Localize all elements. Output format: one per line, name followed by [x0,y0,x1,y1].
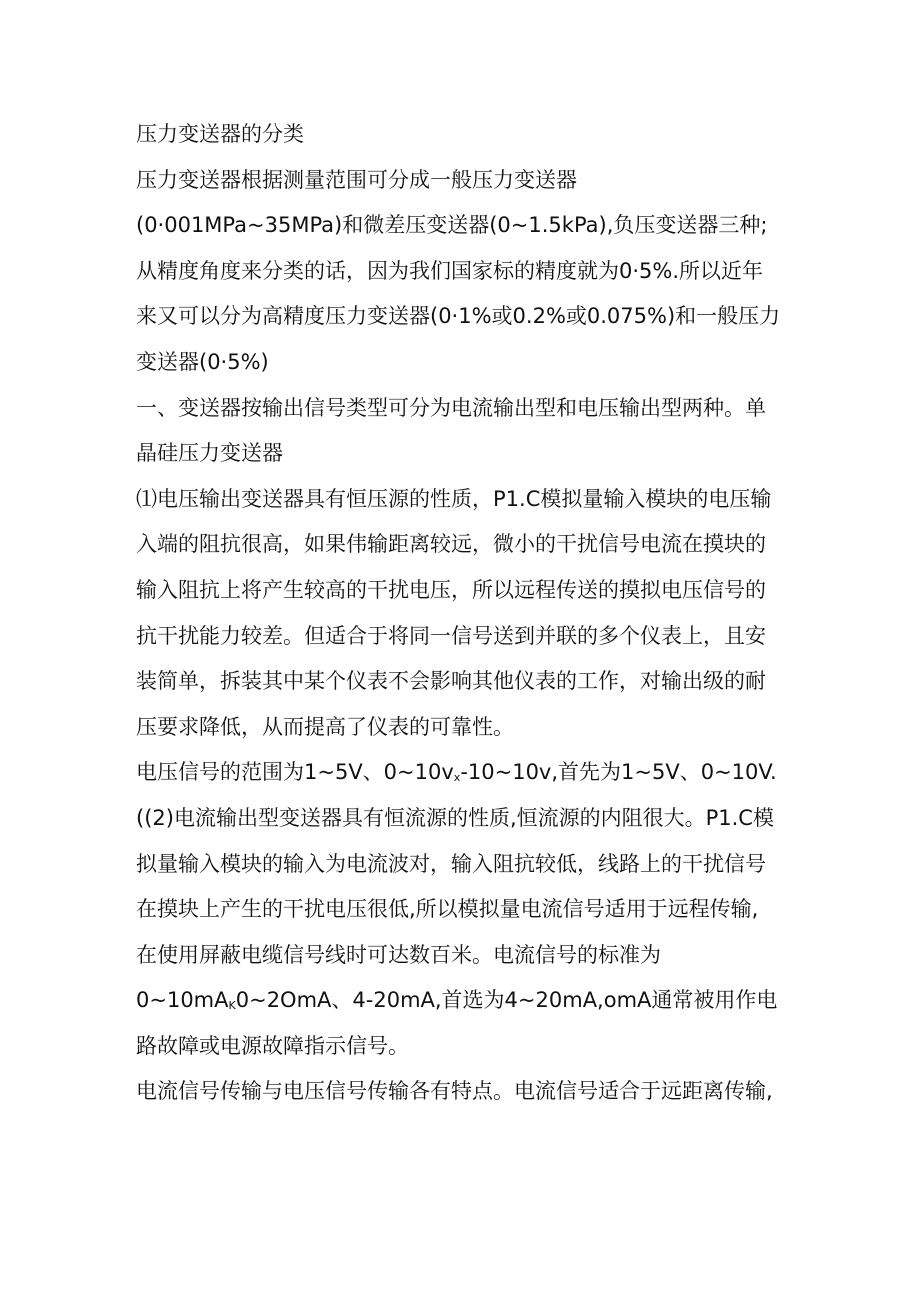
paragraph-line: 电流信号传输与电压信号传输各有特点。电流信号适合于远距离传输, [136,1079,773,1104]
document-title: 压力变送器的分类 [136,122,304,146]
paragraph-line: 来又可以分为高精度压力变送器(0·1%或0.2%或0.075%)和一般压力 [136,304,781,329]
paragraph-line: ((2)电流输出型变送器具有恒流源的性质,恒流源的内阻很大。P1.C模 [136,805,774,830]
voltage-range-text: 电压信号的范围为1~5V、0~10v [136,760,454,785]
voltage-range-subscript: x [453,771,461,785]
paragraph-line: 入端的阻抗很高，如果伟输距离较远，微小的干扰信号电流在摸块的 [136,532,766,557]
paragraph-line: 压力变送器根据测量范围可分成一般压力变送器 [136,167,577,192]
document-body [136,112,796,1115]
paragraph-line: 压要求降低，从而提高了仪表的可靠性。 [136,714,514,739]
paragraph-line: 变送器(0·5%) [136,349,269,374]
paragraph-line: 抗干扰能力较差。但适合于将同一信号送到并联的多个仪表上，且安 [136,623,766,648]
paragraph-line: 拟量输入模块的输入为电流波对，输入阻抗较低，线路上的干扰信号 [136,851,766,876]
paragraph-line: 在摸块上产生的干扰电压很低,所以模拟量电流信号适用于远程传输, [136,897,759,922]
paragraph-line: 输入阻抗上将产生较高的干扰电压，所以远程传送的摸拟电压信号的 [136,577,766,602]
paragraph-line: 晶硅压力变送器 [136,441,283,466]
paragraph-line: (0·001MPa~35MPa)和微差压变送器(0~1.5kPa),负压变送器三种; [136,213,768,238]
paragraph-line: 路故障或电源故障指示信号。 [136,1033,409,1058]
paragraph-line: 一、变送器按输出信号类型可分为电流输出型和电压输出型两种。单 [136,395,766,420]
current-range-line [136,978,796,1024]
paragraph-line: 装简单，拆装其中某个仪表不会影响其他仪表的工作，对输出级的耐 [136,669,766,694]
voltage-range-line [136,750,796,796]
paragraph-line: 在使用屏蔽电缆信号线时可达数百米。电流信号的标准为 [136,942,661,967]
paragraph-line: ⑴电压输出变送器具有恒压源的性质，P1.C模拟量输入模块的电压输 [136,486,772,511]
voltage-range-text-rest: -10~10v,首先为1~5V、0~10V. [460,760,777,785]
current-range-subscript: K [228,999,236,1013]
current-range-text-rest: 0~2OmA、4-20mA,首选为4~20mA,omA通常被用作电 [235,988,778,1013]
paragraph-line: 从精度角度来分类的话，因为我们国家标的精度就为0·5%.所以近年 [136,258,764,283]
current-range-text: 0~10mA [136,988,229,1013]
